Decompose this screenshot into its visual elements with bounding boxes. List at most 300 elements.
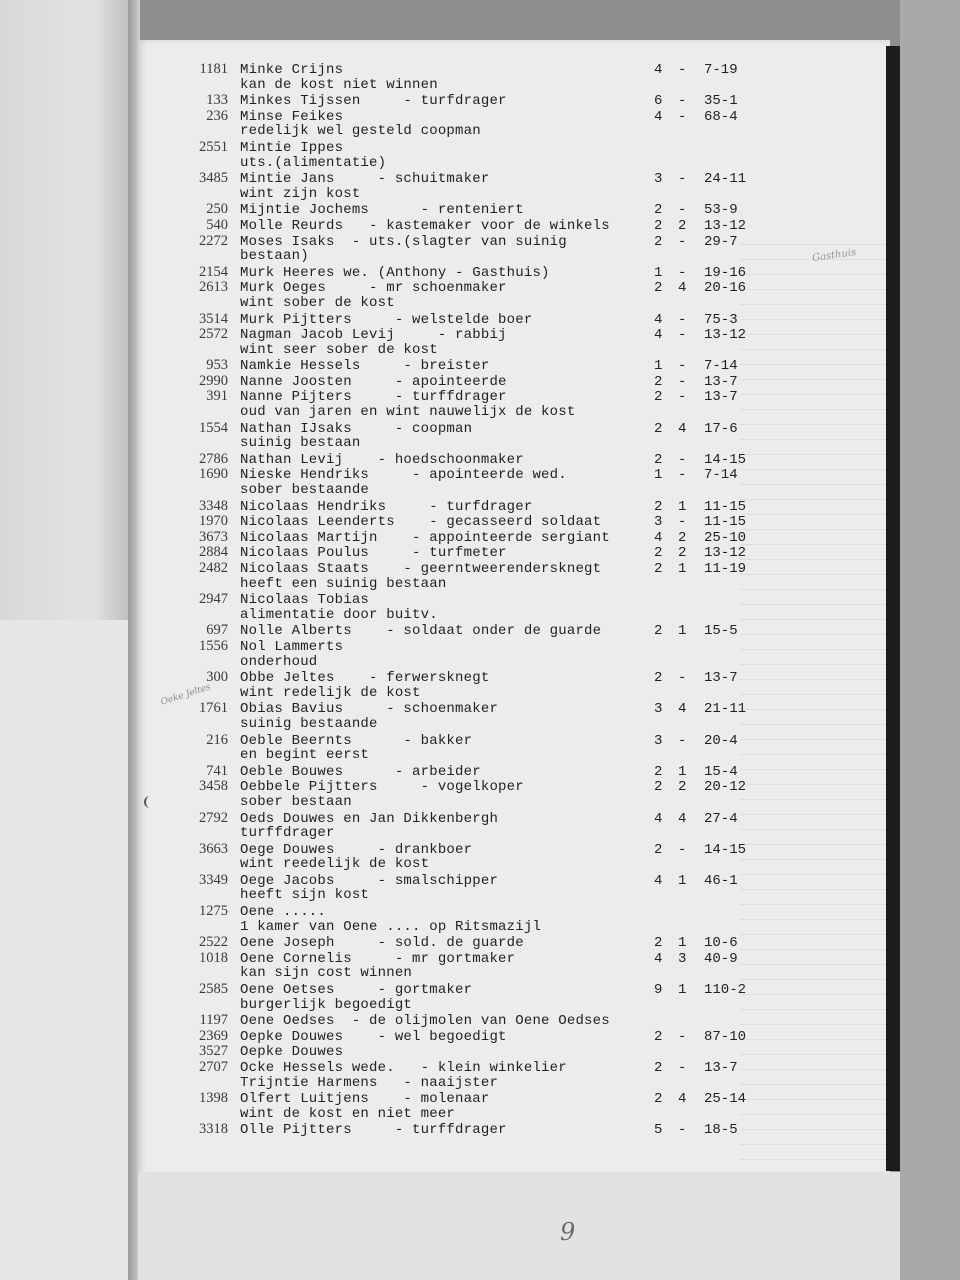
cover-right	[900, 0, 960, 1280]
entry-number: 1761	[199, 700, 228, 717]
entry-secondary-count: -	[678, 93, 687, 110]
entry-note-row	[0, 246, 900, 265]
entry-secondary-count: 4	[678, 1091, 687, 1108]
entry-amount: 19-16	[704, 264, 747, 281]
entry-number: 2585	[199, 981, 228, 998]
entry-row	[0, 592, 900, 608]
entry-text: Oeble Bouwes - arbeider	[240, 763, 481, 780]
entry-text: Trijntie Harmens - naaijster	[240, 1074, 499, 1091]
entry-text: Oeds Douwes en Jan Dikkenbergh	[240, 810, 499, 827]
entry-secondary-count: 4	[678, 701, 687, 718]
entry-row	[0, 389, 900, 405]
entry-row	[0, 1029, 900, 1045]
entry-amount: 11-15	[704, 498, 747, 515]
entry-amount: 13-7	[704, 1060, 738, 1076]
entry-secondary-count: 1	[678, 982, 687, 999]
entry-text: Oege Douwes - drankboer	[240, 841, 473, 858]
entry-row	[0, 1091, 900, 1107]
entry-secondary-count: -	[678, 841, 687, 858]
entry-row	[0, 218, 900, 234]
entry-amount: 7-19	[704, 62, 738, 78]
entry-text: wint seer sober de kost	[240, 341, 438, 358]
entry-text: Nagman Jacob Levij - rabbij	[240, 327, 507, 344]
entry-text: Olfert Luitjens - molenaar	[240, 1091, 490, 1108]
entry-text: Mintie Ippes	[240, 139, 344, 156]
entry-number: 1554	[199, 419, 228, 436]
entry-number: 2990	[199, 372, 228, 389]
entry-row	[0, 374, 900, 390]
entry-household-count: 1	[654, 264, 663, 281]
entry-household-count: 4	[654, 810, 663, 827]
entry-row	[0, 1044, 900, 1060]
entry-row	[0, 1013, 900, 1029]
entry-household-count: 2	[654, 233, 663, 250]
entry-secondary-count: -	[678, 171, 687, 188]
entry-household-count: 4	[654, 529, 663, 546]
entry-secondary-count: -	[678, 389, 687, 406]
entry-secondary-count: 4	[678, 810, 687, 827]
entry-note-row	[0, 296, 900, 312]
entry-text: Oebbele Pijtters - vogelkoper	[240, 779, 524, 796]
entry-secondary-count: -	[678, 202, 687, 219]
entry-text: sober bestaande	[240, 482, 370, 499]
entry-text: Nanne Pijters - turffdrager	[240, 389, 507, 406]
entry-amount: 24-11	[704, 171, 747, 188]
entry-household-count: 4	[654, 872, 663, 889]
entry-text: wint sober de kost	[240, 294, 395, 311]
entry-amount: 13-7	[704, 389, 738, 406]
entry-number: 1398	[199, 1090, 228, 1107]
entry-text: Nicolaas Staats - geerntweerendersknegt	[240, 561, 602, 577]
entry-text: onderhoud	[240, 653, 318, 670]
entry-secondary-count: -	[678, 327, 687, 344]
entry-household-count: 2	[654, 1091, 663, 1108]
entry-note-row	[0, 826, 900, 842]
entry-amount: 13-12	[704, 327, 747, 344]
entry-household-count: 2	[654, 280, 663, 297]
entry-row	[0, 140, 900, 156]
entry-secondary-count: -	[678, 451, 687, 468]
entry-text: bestaan)	[240, 248, 309, 265]
entry-note-row	[0, 187, 900, 203]
entry-text: Nathan IJsaks - coopman	[240, 420, 473, 437]
entry-household-count: 2	[654, 623, 663, 640]
entry-row	[0, 701, 900, 717]
entry-number: 1181	[199, 61, 228, 77]
entry-amount: 68-4	[704, 108, 738, 125]
entry-text: Namkie Hessels - breister	[240, 358, 490, 375]
entry-text: Oepke Douwes	[240, 1044, 344, 1061]
entry-number: 540	[206, 216, 228, 233]
entry-household-count: 2	[654, 202, 663, 219]
entry-text: Nicolaas Poulus - turfmeter	[240, 545, 507, 562]
entry-household-count: 2	[654, 670, 663, 687]
entry-household-count: 2	[654, 935, 663, 952]
entry-amount: 20-16	[704, 280, 747, 297]
entry-household-count: 2	[654, 763, 663, 780]
entry-text: Oene Cornelis - mr gortmaker	[240, 950, 516, 967]
entry-amount: 14-15	[704, 451, 747, 468]
entry-secondary-count: -	[678, 264, 687, 281]
entry-household-count: 2	[654, 217, 663, 234]
entry-row	[0, 93, 900, 109]
entry-number: 2707	[199, 1059, 228, 1075]
entry-secondary-count: 4	[678, 420, 687, 437]
entry-text: Oepke Douwes - wel begoedigt	[240, 1028, 507, 1045]
entry-household-count: 2	[654, 1060, 663, 1076]
entry-row	[0, 327, 900, 343]
entry-text: Nicolaas Hendriks - turfdrager	[240, 498, 533, 515]
entry-household-count: 1	[654, 358, 663, 375]
entry-amount: 7-14	[704, 358, 738, 375]
entry-number: 3527	[199, 1043, 228, 1060]
entry-amount: 35-1	[704, 93, 738, 110]
entry-amount: 87-10	[704, 1028, 747, 1045]
entry-row	[0, 623, 900, 639]
entry-number: 3348	[199, 497, 228, 514]
entry-number: 1275	[199, 903, 228, 920]
entry-secondary-count: -	[678, 1122, 687, 1139]
entry-text: Oene .....	[240, 904, 327, 921]
entry-number: 391	[206, 388, 228, 405]
entry-note-row	[0, 1076, 900, 1092]
entry-row	[0, 109, 900, 125]
entry-secondary-count: -	[678, 670, 687, 687]
entry-row	[0, 1122, 900, 1138]
entry-secondary-count: 2	[678, 545, 687, 562]
entry-number: 1018	[199, 949, 228, 966]
entry-row	[0, 62, 900, 78]
entry-row	[0, 811, 900, 827]
entry-number: 1690	[199, 466, 228, 483]
entry-text: suinig bestaande	[240, 715, 378, 732]
entry-text: Molle Reurds - kastemaker voor de winkels	[240, 217, 610, 234]
entry-secondary-count: 1	[678, 935, 687, 952]
entry-row	[0, 358, 900, 374]
entry-text: Minkes Tijssen - turfdrager	[240, 93, 507, 110]
entry-note-row	[0, 748, 900, 764]
entry-note-row	[0, 795, 900, 811]
entry-number: 2369	[199, 1027, 228, 1044]
entry-household-count: 3	[654, 171, 663, 188]
entry-text: Mijntie Jochems - renteniert	[240, 202, 524, 219]
entry-secondary-count: -	[678, 1028, 687, 1045]
entry-text: turffdrager	[240, 825, 335, 842]
entry-household-count: 2	[654, 498, 663, 515]
entry-row	[0, 951, 900, 967]
entry-secondary-count: 2	[678, 529, 687, 546]
entry-household-count: 2	[654, 545, 663, 562]
entry-note-row	[0, 436, 900, 452]
cover-bottom	[138, 1172, 900, 1280]
entry-household-count: 4	[654, 62, 663, 78]
entry-amount: 27-4	[704, 810, 738, 827]
entry-amount: 13-7	[704, 670, 738, 687]
entry-note-row	[0, 966, 900, 982]
entry-number: 2786	[199, 450, 228, 467]
entry-text: Murk Oeges - mr schoenmaker	[240, 280, 507, 297]
entry-household-count: 3	[654, 514, 663, 531]
entry-amount: 20-4	[704, 732, 738, 749]
entry-number: 236	[206, 107, 228, 124]
entry-household-count: 4	[654, 108, 663, 125]
entry-household-count: 5	[654, 1122, 663, 1139]
entry-secondary-count: 2	[678, 217, 687, 234]
entry-household-count: 6	[654, 93, 663, 110]
entry-number: 741	[206, 762, 228, 779]
entry-secondary-count: 3	[678, 950, 687, 967]
entry-amount: 17-6	[704, 420, 738, 437]
entry-number: 3485	[199, 170, 228, 187]
entry-note-row	[0, 1107, 900, 1123]
entry-text: Nicolaas Tobias	[240, 592, 370, 609]
entry-number: 2154	[199, 263, 228, 280]
entry-text: kan de kost niet winnen	[240, 76, 438, 93]
entry-text: Murk Heeres we. (Anthony - Gasthuis)	[240, 264, 550, 281]
entry-amount: 25-10	[704, 529, 747, 546]
entry-secondary-count: -	[678, 233, 687, 250]
entry-note-row	[0, 577, 900, 593]
entry-secondary-count: -	[678, 1060, 687, 1076]
entry-number: 953	[206, 357, 228, 374]
entry-number: 3458	[199, 778, 228, 795]
entry-number: 133	[206, 92, 228, 109]
entry-number: 3514	[199, 310, 228, 327]
entry-text: en begint eerst	[240, 747, 370, 764]
entry-text: Minse Feikes	[240, 108, 344, 125]
entry-note-row	[0, 857, 900, 873]
entry-text: Moses Isaks - uts.(slagter van suinig	[240, 233, 567, 250]
entry-text: wint zijn kost	[240, 185, 361, 202]
entry-amount: 75-3	[704, 311, 738, 328]
margin-note-right: Gasthuis	[811, 246, 857, 265]
entry-text: alimentatie door buitv.	[240, 606, 438, 623]
entry-household-count: 4	[654, 311, 663, 328]
entry-secondary-count: -	[678, 358, 687, 375]
entry-household-count: 2	[654, 451, 663, 468]
margin-note-left: Oeke Jeltes	[159, 682, 213, 708]
entry-row	[0, 312, 900, 328]
entry-secondary-count: -	[678, 514, 687, 531]
entry-amount: 13-12	[704, 545, 747, 562]
entry-text: Nieske Hendriks - apointeerde wed.	[240, 467, 567, 484]
entry-note-row	[0, 686, 900, 702]
entry-text: heeft een suinig bestaan	[240, 575, 447, 592]
entry-text: wint reedelijk de kost	[240, 856, 430, 873]
entry-household-count: 2	[654, 779, 663, 796]
entry-number: 2522	[199, 934, 228, 951]
entry-amount: 46-1	[704, 872, 738, 889]
entry-note-row	[0, 888, 900, 904]
entry-text: wint redelijk de kost	[240, 684, 421, 701]
entry-secondary-count: 1	[678, 623, 687, 640]
entry-amount: 29-7	[704, 233, 738, 250]
entry-row	[0, 280, 900, 296]
entry-secondary-count: -	[678, 467, 687, 484]
entry-secondary-count: 1	[678, 872, 687, 889]
entry-text: sober bestaan	[240, 793, 352, 810]
entry-text: Oene Joseph - sold. de guarde	[240, 935, 524, 952]
entry-secondary-count: 1	[678, 763, 687, 780]
entry-text: Obbe Jeltes - ferwersknegt	[240, 670, 490, 687]
entry-amount: 11-19	[704, 561, 747, 577]
entry-text: Nicolaas Martijn - appointeerde sergiant	[240, 529, 610, 546]
entry-number: 2792	[199, 809, 228, 826]
entry-row	[0, 982, 900, 998]
entry-number: 697	[206, 622, 228, 639]
entry-row	[0, 545, 900, 561]
entry-number: 2947	[199, 591, 228, 608]
entry-text: oud van jaren en wint nauwelijx de kost	[240, 404, 576, 421]
entry-row	[0, 1060, 900, 1076]
page-number: 9	[560, 1218, 576, 1246]
entry-text: Oege Jacobs - smalschipper	[240, 872, 499, 889]
entry-note-row	[0, 124, 900, 140]
entry-note-row	[0, 483, 900, 499]
entry-text: Nol Lammerts	[240, 638, 344, 655]
entry-row	[0, 733, 900, 749]
entry-row	[0, 561, 900, 577]
entry-number: 3349	[199, 871, 228, 888]
entry-amount: 21-11	[704, 701, 747, 718]
entry-number: 300	[206, 669, 228, 686]
entry-row	[0, 265, 900, 281]
entry-text: Murk Pijtters - welstelde boer	[240, 311, 533, 328]
entry-number: 216	[206, 731, 228, 748]
entry-amount: 13-12	[704, 217, 747, 234]
entry-amount: 20-12	[704, 779, 747, 796]
entry-row	[0, 935, 900, 951]
entry-text: burgerlijk begoedigt	[240, 996, 413, 1013]
entry-number: 2272	[199, 232, 228, 249]
entry-row	[0, 779, 900, 795]
entry-text: Nanne Joosten - apointeerde	[240, 373, 507, 390]
entry-amount: 40-9	[704, 950, 738, 967]
entry-text: Oeble Beernts - bakker	[240, 732, 473, 749]
entry-text: Ocke Hessels wede. - klein winkelier	[240, 1060, 567, 1076]
entry-household-count: 2	[654, 1028, 663, 1045]
entry-text: Mintie Jans - schuitmaker	[240, 171, 490, 188]
entry-household-count: 4	[654, 950, 663, 967]
entry-household-count: 3	[654, 701, 663, 718]
entry-row	[0, 530, 900, 546]
entry-number: 3663	[199, 840, 228, 857]
entry-number: 2572	[199, 326, 228, 343]
entry-amount: 15-4	[704, 763, 738, 780]
entry-household-count: 9	[654, 982, 663, 999]
entry-number: 2613	[199, 279, 228, 296]
entry-household-count: 2	[654, 841, 663, 858]
entry-amount: 53-9	[704, 202, 738, 219]
entry-row	[0, 234, 900, 250]
entry-amount: 25-14	[704, 1091, 747, 1108]
entry-amount: 11-15	[704, 514, 747, 531]
entry-amount: 18-5	[704, 1122, 738, 1139]
entry-text: Obias Bavius - schoenmaker	[240, 701, 499, 718]
entry-row	[0, 202, 900, 218]
entry-secondary-count: 2	[678, 779, 687, 796]
entry-household-count: 4	[654, 327, 663, 344]
entry-text: redelijk wel gesteld coopman	[240, 123, 481, 140]
entry-row	[0, 842, 900, 858]
entry-text: Oene Oetses - gortmaker	[240, 982, 473, 999]
entry-text: Oene Oedses - de olijmolen van Oene Oedses	[240, 1013, 610, 1030]
entry-secondary-count: 4	[678, 280, 687, 297]
entry-note-row	[0, 78, 900, 94]
entry-number: 2551	[199, 138, 228, 155]
entry-note-row	[0, 608, 900, 624]
entry-row	[0, 467, 900, 483]
entry-amount: 110-2	[704, 982, 747, 999]
entry-text: wint de kost en niet meer	[240, 1105, 456, 1122]
entry-text: 1 kamer van Oene .... op Ritsmazijl	[240, 918, 542, 935]
entry-secondary-count: -	[678, 311, 687, 328]
entry-number: 2884	[199, 544, 228, 561]
entry-row	[0, 514, 900, 530]
entry-number: 250	[206, 201, 228, 218]
entry-row	[0, 171, 900, 187]
entry-note-row	[0, 156, 900, 172]
entry-row	[0, 421, 900, 437]
entry-secondary-count: 1	[678, 561, 687, 577]
entry-note-row	[0, 998, 900, 1014]
entry-secondary-count: -	[678, 373, 687, 390]
entry-note-row	[0, 405, 900, 421]
entry-text: Nathan Levij - hoedschoonmaker	[240, 451, 524, 468]
register-entries	[0, 62, 900, 1182]
entry-row	[0, 670, 900, 686]
entry-text: kan sijn cost winnen	[240, 965, 413, 982]
entry-secondary-count: -	[678, 732, 687, 749]
entry-row	[0, 764, 900, 780]
entry-text: Nicolaas Leenderts - gecasseerd soldaat	[240, 514, 602, 531]
entry-amount: 14-15	[704, 841, 747, 858]
entry-note-row	[0, 343, 900, 359]
entry-household-count: 2	[654, 420, 663, 437]
entry-amount: 13-7	[704, 373, 738, 390]
entry-text: uts.(alimentatie)	[240, 154, 387, 171]
entry-amount: 10-6	[704, 935, 738, 952]
entry-note-row	[0, 655, 900, 671]
entry-secondary-count: -	[678, 62, 687, 78]
entry-number: 3318	[199, 1121, 228, 1138]
entry-number: 1197	[199, 1012, 228, 1029]
entry-text: heeft sijn kost	[240, 887, 370, 904]
entry-row	[0, 873, 900, 889]
entry-household-count: 3	[654, 732, 663, 749]
entry-amount: 15-5	[704, 623, 738, 640]
entry-text: Olle Pijtters - turffdrager	[240, 1122, 507, 1139]
entry-note-row	[0, 920, 900, 936]
entry-text: suinig bestaan	[240, 435, 361, 452]
entry-amount: 7-14	[704, 467, 738, 484]
entry-household-count: 2	[654, 373, 663, 390]
entry-number: 1970	[199, 513, 228, 530]
entry-number: 2482	[199, 560, 228, 576]
entry-row	[0, 499, 900, 515]
entry-secondary-count: -	[678, 108, 687, 125]
entry-household-count: 1	[654, 467, 663, 484]
entry-row	[0, 904, 900, 920]
entry-secondary-count: 1	[678, 498, 687, 515]
entry-text: Minke Crijns	[240, 62, 344, 78]
entry-row	[0, 452, 900, 468]
entry-household-count: 2	[654, 389, 663, 406]
entry-number: 3673	[199, 528, 228, 545]
entry-row	[0, 639, 900, 655]
entry-number: 1556	[199, 637, 228, 654]
entry-text: Nolle Alberts - soldaat onder de guarde	[240, 623, 602, 640]
